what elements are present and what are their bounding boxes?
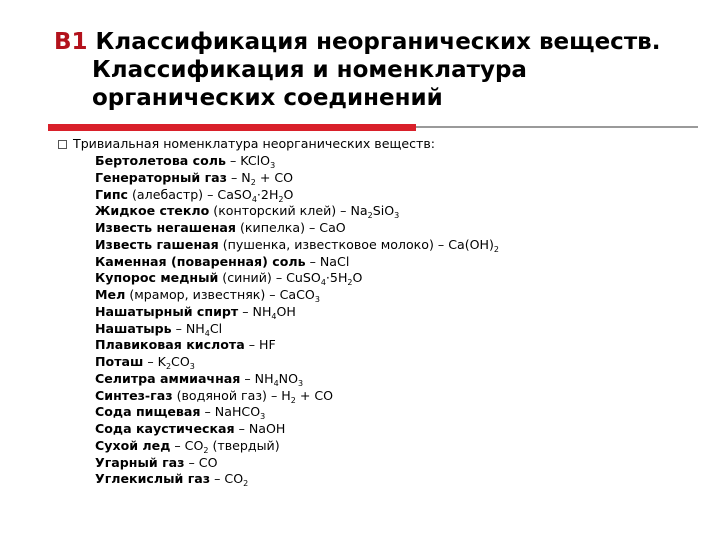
- title-line-2: Классификация и номенклатура: [92, 57, 527, 83]
- formula-text: – CO: [170, 437, 204, 453]
- substance-name: Сода пищевая: [95, 404, 201, 420]
- formula-subscript: 4: [273, 378, 279, 388]
- formula-text: NO: [278, 370, 299, 386]
- formula-text: ·2H: [256, 186, 279, 202]
- substance-name: Гипс: [95, 186, 129, 202]
- formula-text: – NH: [238, 303, 272, 319]
- list-item: [95, 404, 499, 421]
- formula-text: (пушенка, известковое молоко) – Ca(OH): [218, 236, 494, 252]
- list-item: [95, 455, 499, 472]
- substance-name: Сухой лед: [95, 437, 171, 453]
- formula-text: CO: [171, 354, 190, 369]
- nomenclature-list: [95, 153, 499, 488]
- list-item: [95, 254, 499, 271]
- substance-name: Нашатырь: [95, 320, 172, 336]
- formula-subscript: 2: [250, 177, 256, 187]
- square-bullet-icon: [58, 140, 67, 149]
- list-item: [95, 220, 499, 237]
- substance-name: Угарный газ: [95, 454, 185, 470]
- list-item: [95, 321, 499, 338]
- formula-subscript: 2: [243, 479, 249, 489]
- substance-name: Поташ: [95, 354, 144, 369]
- formula-text: ·5H: [325, 270, 348, 286]
- formula-text: OH: [276, 303, 296, 319]
- substance-name: Синтез-газ: [95, 387, 173, 403]
- formula-text: O: [352, 270, 363, 286]
- formula-subscript: 3: [394, 211, 400, 221]
- substance-name: Каменная (поваренная) соль: [95, 253, 306, 269]
- formula-text: SiO: [372, 203, 395, 219]
- formula-subscript: 3: [189, 362, 195, 371]
- formula-text: – HF: [244, 337, 276, 353]
- substance-name: Бертолетова соль: [95, 153, 226, 168]
- formula-text: – NaCl: [305, 253, 350, 269]
- formula-subscript: 4: [204, 328, 210, 338]
- title-line-1: [54, 28, 704, 56]
- intro-line: [58, 136, 435, 152]
- title-line-3: органических соединений: [92, 85, 443, 111]
- formula-subscript: 4: [251, 194, 257, 204]
- substance-name: Селитра аммиачная: [95, 370, 241, 386]
- list-item: [95, 371, 499, 388]
- substance-name: Жидкое стекло: [95, 203, 210, 219]
- list-item: [95, 170, 499, 187]
- formula-subscript: 2: [278, 194, 284, 204]
- formula-subscript: 3: [270, 161, 276, 170]
- substance-name: Известь гашеная: [95, 236, 219, 252]
- list-item: [95, 388, 499, 405]
- list-item: [95, 203, 499, 220]
- formula-text: – NH: [240, 370, 274, 386]
- formula-text: – NaHCO: [200, 404, 261, 420]
- formula-text: – K: [143, 354, 166, 369]
- formula-text: – NaOH: [234, 421, 286, 436]
- formula-subscript: 4: [320, 278, 326, 288]
- list-item: [95, 287, 499, 304]
- substance-name: Нашатырный спирт: [95, 303, 239, 319]
- substance-name: Купорос медный: [95, 270, 219, 286]
- formula-subscript: 3: [260, 412, 266, 422]
- list-item: [95, 270, 499, 287]
- formula-subscript: 4: [271, 311, 277, 321]
- substance-name: Углекислый газ: [95, 471, 211, 487]
- list-item: [95, 187, 499, 204]
- accent-rule-gray: [416, 126, 698, 128]
- substance-name: Плавиковая кислота: [95, 337, 245, 353]
- formula-text: (водяной газ) – H: [172, 387, 291, 403]
- list-item: [95, 237, 499, 254]
- formula-text: – KClO: [225, 153, 271, 168]
- list-item: [95, 471, 499, 488]
- formula-subscript: 2: [347, 278, 353, 288]
- formula-text: – N: [226, 169, 251, 185]
- formula-subscript: 3: [314, 295, 320, 304]
- formula-subscript: 2: [367, 211, 373, 221]
- formula-text: O: [283, 186, 294, 202]
- formula-text: (конторский клей) – Na: [209, 203, 368, 219]
- formula-text: (кипелка) – CaO: [236, 220, 346, 235]
- formula-text: – NH: [171, 320, 205, 336]
- formula-text: + CO: [255, 169, 294, 185]
- title-text-1: Классификация неорганических веществ.: [87, 29, 661, 55]
- intro-text: Тривиальная номенклатура неорганических веществ:: [73, 136, 435, 151]
- formula-text: (твердый): [208, 437, 280, 453]
- list-item: [95, 354, 499, 371]
- list-item: [95, 153, 499, 170]
- accent-rule-red: [48, 124, 416, 131]
- formula-text: – CO: [184, 454, 218, 470]
- list-item: [95, 421, 499, 438]
- slide-title: [54, 28, 704, 112]
- formula-text: (синий) – CuSO: [218, 270, 321, 286]
- formula-subscript: 2: [165, 362, 172, 371]
- substance-name: Известь негашеная: [95, 220, 237, 235]
- list-item: [95, 304, 499, 321]
- list-item: [95, 337, 499, 354]
- formula-subscript: 2: [290, 395, 296, 405]
- formula-text: Cl: [209, 320, 223, 336]
- formula-subscript: 2: [203, 445, 209, 455]
- formula-text: – CO: [210, 471, 244, 487]
- list-item: [95, 438, 499, 455]
- substance-name: Генераторный газ: [95, 169, 227, 185]
- formula-subscript: 3: [298, 378, 304, 388]
- substance-name: Сода каустическая: [95, 421, 235, 436]
- title-code: B1: [54, 29, 88, 55]
- formula-text: (мрамор, известняк) – CaCO: [125, 287, 315, 302]
- formula-text: (алебастр) – CaSO: [128, 186, 252, 202]
- formula-subscript: 2: [493, 244, 500, 254]
- substance-name: Мел: [95, 287, 126, 302]
- formula-text: + CO: [295, 387, 334, 403]
